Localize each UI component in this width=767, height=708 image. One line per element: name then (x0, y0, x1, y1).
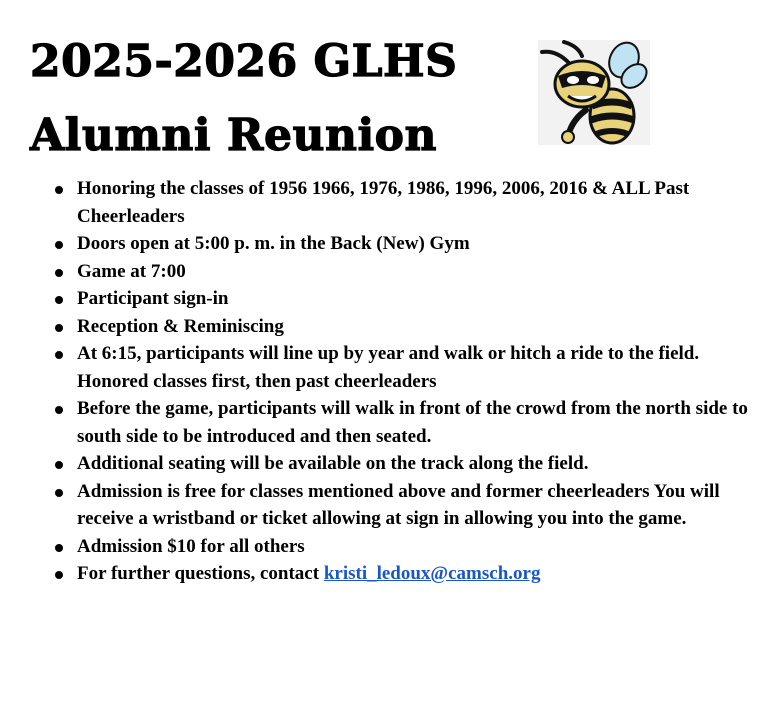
bullet-icon (55, 324, 63, 332)
contact-email-link[interactable]: kristi_ledoux@camsch.org (323, 563, 541, 584)
bullet-icon (55, 489, 63, 497)
bullet-icon (55, 544, 63, 552)
list-item: Participant sign-in (0, 285, 760, 313)
list-item: Reception & Reminiscing (0, 313, 760, 341)
bullet-icon (55, 241, 63, 249)
event-details-list (0, 175, 760, 588)
title-line-2: Alumni Reunion (30, 110, 438, 161)
list-item: Admission $10 for all others (0, 533, 760, 561)
list-item-contact (0, 560, 760, 588)
title-line-1: 2025-2026 GLHS (30, 36, 458, 87)
bullet-icon (55, 406, 63, 414)
yellow-jacket-mascot-icon (538, 40, 650, 145)
list-item: Honoring the classes of 1956 1966, 1976, 1986, 1996, 2006, 2016 & ALL Past Cheerleaders (0, 175, 760, 230)
list-item: Doors open at 5:00 p. m. in the Back (New) Gym (0, 230, 760, 258)
bullet-icon (55, 351, 63, 359)
bullet-icon (55, 269, 63, 277)
list-item: Game at 7:00 (0, 258, 760, 286)
bullet-icon (55, 461, 63, 469)
contact-text: For further questions, contact (77, 563, 324, 584)
list-item: Additional seating will be available on the track along the field. (0, 450, 760, 478)
list-item: Admission is free for classes mentioned above and former cheerleaders You will receive a wristband or ticket allowing at sign in allowing you into the game. (0, 478, 760, 533)
list-item: Before the game, participants will walk in front of the crowd from the north side to south side to be introduced and then seated. (0, 395, 760, 450)
bullet-icon (55, 296, 63, 304)
bullet-icon (55, 186, 63, 194)
bullet-icon (55, 571, 63, 579)
list-item: At 6:15, participants will line up by year and walk or hitch a ride to the field. Honored classes first, then past cheerleaders (0, 340, 760, 395)
